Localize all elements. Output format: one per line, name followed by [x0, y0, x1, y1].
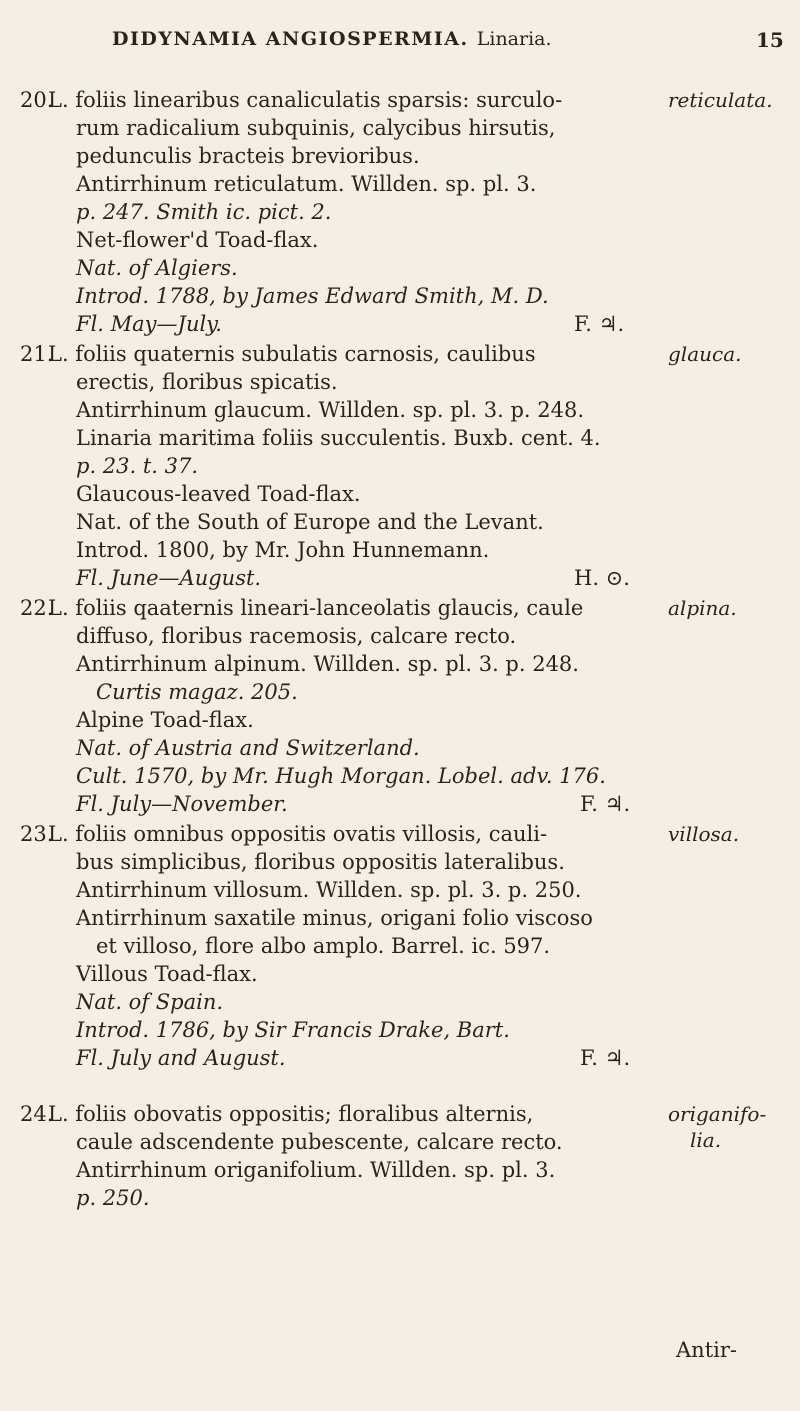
entry-line: bus simplicibus, floribus oppositis lateralibus. — [76, 850, 565, 874]
entry-line: L. foliis linearibus canaliculatis sparsis: surculo- — [48, 88, 563, 112]
catchword: Antir- — [676, 1338, 737, 1362]
entry-line: et villoso, flore albo amplo. Barrel. ic. 597. — [96, 934, 551, 958]
entry-line: rum radicalium subquinis, calycibus hirsutis, — [76, 116, 556, 140]
entry-line: Fl. May—July. — [76, 312, 222, 336]
entry-line: Antirrhinum saxatile minus, origani folio viscoso — [76, 906, 593, 930]
trivial-name: alpina. — [668, 596, 737, 620]
page-number: 15 — [756, 28, 784, 52]
entry-line: L. foliis qaaternis lineari-lanceolatis glaucis, caule — [48, 596, 584, 620]
entry-line: L. foliis quaternis subulatis carnosis, caulibus — [48, 342, 536, 366]
entry-line: Cult. 1570, by Mr. Hugh Morgan. Lobel. adv. 176. — [76, 764, 606, 788]
entry-number: 23. — [20, 822, 54, 846]
entry-number: 22. — [20, 596, 54, 620]
trivial-name: origanifo- — [668, 1102, 767, 1126]
entry-line: Antirrhinum reticulatum. Willden. sp. pl. 3. — [76, 172, 537, 196]
entry-line: diffuso, floribus racemosis, calcare recto. — [76, 624, 517, 648]
entry-line: pedunculis bracteis brevioribus. — [76, 144, 420, 168]
entry-line: Nat. of Algiers. — [76, 256, 238, 280]
trivial-name: reticulata. — [668, 88, 773, 112]
running-header — [0, 26, 800, 60]
entry-line: erectis, floribus spicatis. — [76, 370, 338, 394]
entry-line: p. 250. — [76, 1186, 150, 1210]
habit-symbol: F. ♃. — [580, 792, 631, 816]
entry-line: Introd. 1800, by Mr. John Hunnemann. — [76, 538, 490, 562]
entry-line: Nat. of Spain. — [76, 990, 224, 1014]
entry-line: Fl. July and August. — [76, 1046, 286, 1070]
entry-line: Villous Toad-flax. — [76, 962, 258, 986]
entry-line: Nat. of the South of Europe and the Levant. — [76, 510, 544, 534]
entry-line: Introd. 1786, by Sir Francis Drake, Bart. — [76, 1018, 510, 1042]
habit-symbol: F. ♃. — [580, 1046, 631, 1070]
entry-line: Alpine Toad-flax. — [76, 708, 254, 732]
habit-symbol: F. ♃. — [574, 312, 625, 336]
entry-line: p. 23. t. 37. — [76, 454, 199, 478]
habit-symbol: H. ⊙. — [574, 566, 630, 590]
entry-line: Linaria maritima foliis succulentis. Buxb. cent. 4. — [76, 426, 601, 450]
entry-line: Nat. of Austria and Switzerland. — [76, 736, 420, 760]
entry-line: Glaucous-leaved Toad-flax. — [76, 482, 361, 506]
entry-number: 24. — [20, 1102, 54, 1126]
header-title — [112, 28, 552, 50]
entry-line: Antirrhinum origanifolium. Willden. sp. pl. 3. — [76, 1158, 556, 1182]
entry-line: Antirrhinum villosum. Willden. sp. pl. 3. p. 250. — [76, 878, 582, 902]
entry-line: L. foliis omnibus oppositis ovatis villosis, cauli- — [48, 822, 548, 846]
trivial-name-continued: lia. — [690, 1128, 722, 1152]
entry-line: Introd. 1788, by James Edward Smith, M. D. — [76, 284, 549, 308]
trivial-name: glauca. — [668, 342, 742, 366]
entry-line: p. 247. Smith ic. pict. 2. — [76, 200, 332, 224]
entry-line: Net-flower'd Toad-flax. — [76, 228, 319, 252]
entry-line: caule adscendente pubescente, calcare recto. — [76, 1130, 563, 1154]
entry-line: Antirrhinum alpinum. Willden. sp. pl. 3. p. 248. — [76, 652, 579, 676]
entry-line: Curtis magaz. 205. — [96, 680, 298, 704]
entry-line: Antirrhinum glaucum. Willden. sp. pl. 3. p. 248. — [76, 398, 585, 422]
header-section: DIDYNAMIA ANGIOSPERMIA. — [112, 28, 469, 50]
trivial-name: villosa. — [668, 822, 740, 846]
entry-line: L. foliis obovatis oppositis; floralibus alternis, — [48, 1102, 534, 1126]
entry-number: 20. — [20, 88, 54, 112]
entry-line: Fl. June—August. — [76, 566, 262, 590]
entry-line: Fl. July—November. — [76, 792, 288, 816]
entry-number: 21. — [20, 342, 54, 366]
header-genus: Linaria. — [476, 28, 552, 50]
